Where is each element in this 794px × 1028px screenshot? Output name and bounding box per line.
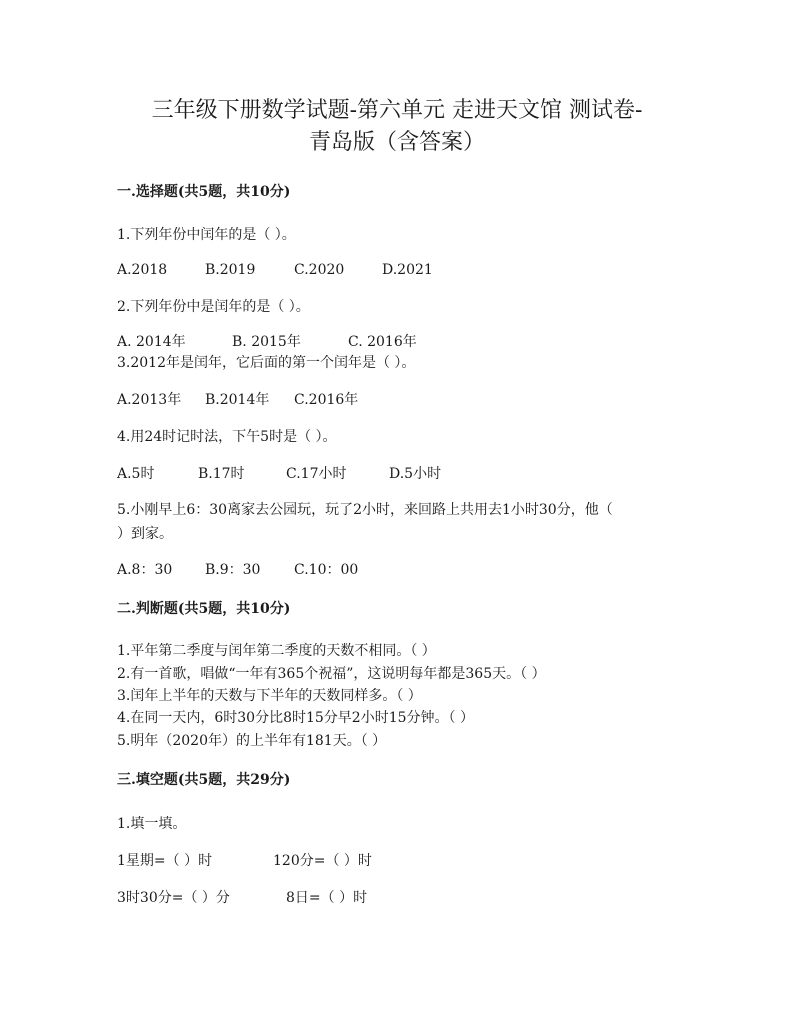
fill-question-1: 1.填一填。 — [117, 816, 187, 832]
q2-option-c: C. 2016年 — [348, 334, 417, 350]
fill-blank-hours-minutes: 3时30分=（ ）分 — [117, 890, 230, 906]
q4-option-b: B.17时 — [198, 466, 245, 482]
tf-item-5: 5.明年（2020年）的上半年有181天。（ ） — [117, 733, 387, 749]
q4-option-a: A.5时 — [117, 466, 155, 482]
q4-option-d: D.5小时 — [389, 466, 442, 482]
fill-blank-week-hours: 1星期=（ ）时 — [117, 853, 213, 869]
tf-item-4: 4.在同一天内，6时30分比8时15分早2小时15分钟。（ ） — [117, 710, 474, 726]
tf-item-2: 2.有一首歌，唱做“一年有365个祝福”，这说明每年都是365天。（ ） — [117, 666, 546, 682]
fill-blank-minutes-hours: 120分=（ ）时 — [273, 853, 372, 869]
page-title-line2: 青岛版（含答案） — [308, 130, 485, 155]
tf-item-3: 3.闰年上半年的天数与下半年的天数同样多。（ ） — [117, 688, 422, 704]
section-heading-fill-blank: 三.填空题(共5题，共29分) — [117, 772, 291, 788]
q5-option-b: B.9：30 — [205, 562, 261, 578]
q2-option-a: A. 2014年 — [117, 334, 186, 350]
q1-option-c: C.2020 — [294, 262, 345, 278]
fill-blank-days-hours: 8日=（ ）时 — [286, 890, 368, 906]
q3-option-c: C.2016年 — [294, 392, 359, 408]
q1-option-a: A.2018 — [117, 262, 168, 278]
page-title-line1: 三年级下册数学试题-第六单元 走进天文馆 测试卷- — [151, 98, 643, 123]
q1-option-b: B.2019 — [205, 262, 256, 278]
q3-option-a: A.2013年 — [117, 392, 182, 408]
section-heading-true-false: 二.判断题(共5题，共10分) — [117, 601, 291, 617]
question-5-line1: 5.小刚早上6：30离家去公园玩，玩了2小时，来回路上共用去1小时30分，他（ — [117, 502, 613, 518]
tf-item-1: 1.平年第二季度与闰年第二季度的天数不相同。（ ） — [117, 643, 436, 659]
q5-option-a: A.8：30 — [117, 562, 173, 578]
question-1: 1.下列年份中闰年的是（ ）。 — [117, 227, 296, 243]
question-3: 3.2012年是闰年，它后面的第一个闰年是（ ）。 — [117, 355, 416, 371]
q1-option-d: D.2021 — [382, 262, 433, 278]
q3-option-b: B.2014年 — [205, 392, 270, 408]
question-5-line2: ）到家。 — [117, 526, 173, 542]
question-4: 4.用24时记时法，下午5时是（ ）。 — [117, 429, 337, 445]
section-heading-choice: 一.选择题(共5题，共10分) — [117, 184, 291, 200]
q5-option-c: C.10：00 — [294, 562, 359, 578]
q2-option-b: B. 2015年 — [232, 334, 301, 350]
question-2: 2.下列年份中是闰年的是（ ）。 — [117, 299, 310, 315]
q4-option-c: C.17小时 — [286, 466, 347, 482]
